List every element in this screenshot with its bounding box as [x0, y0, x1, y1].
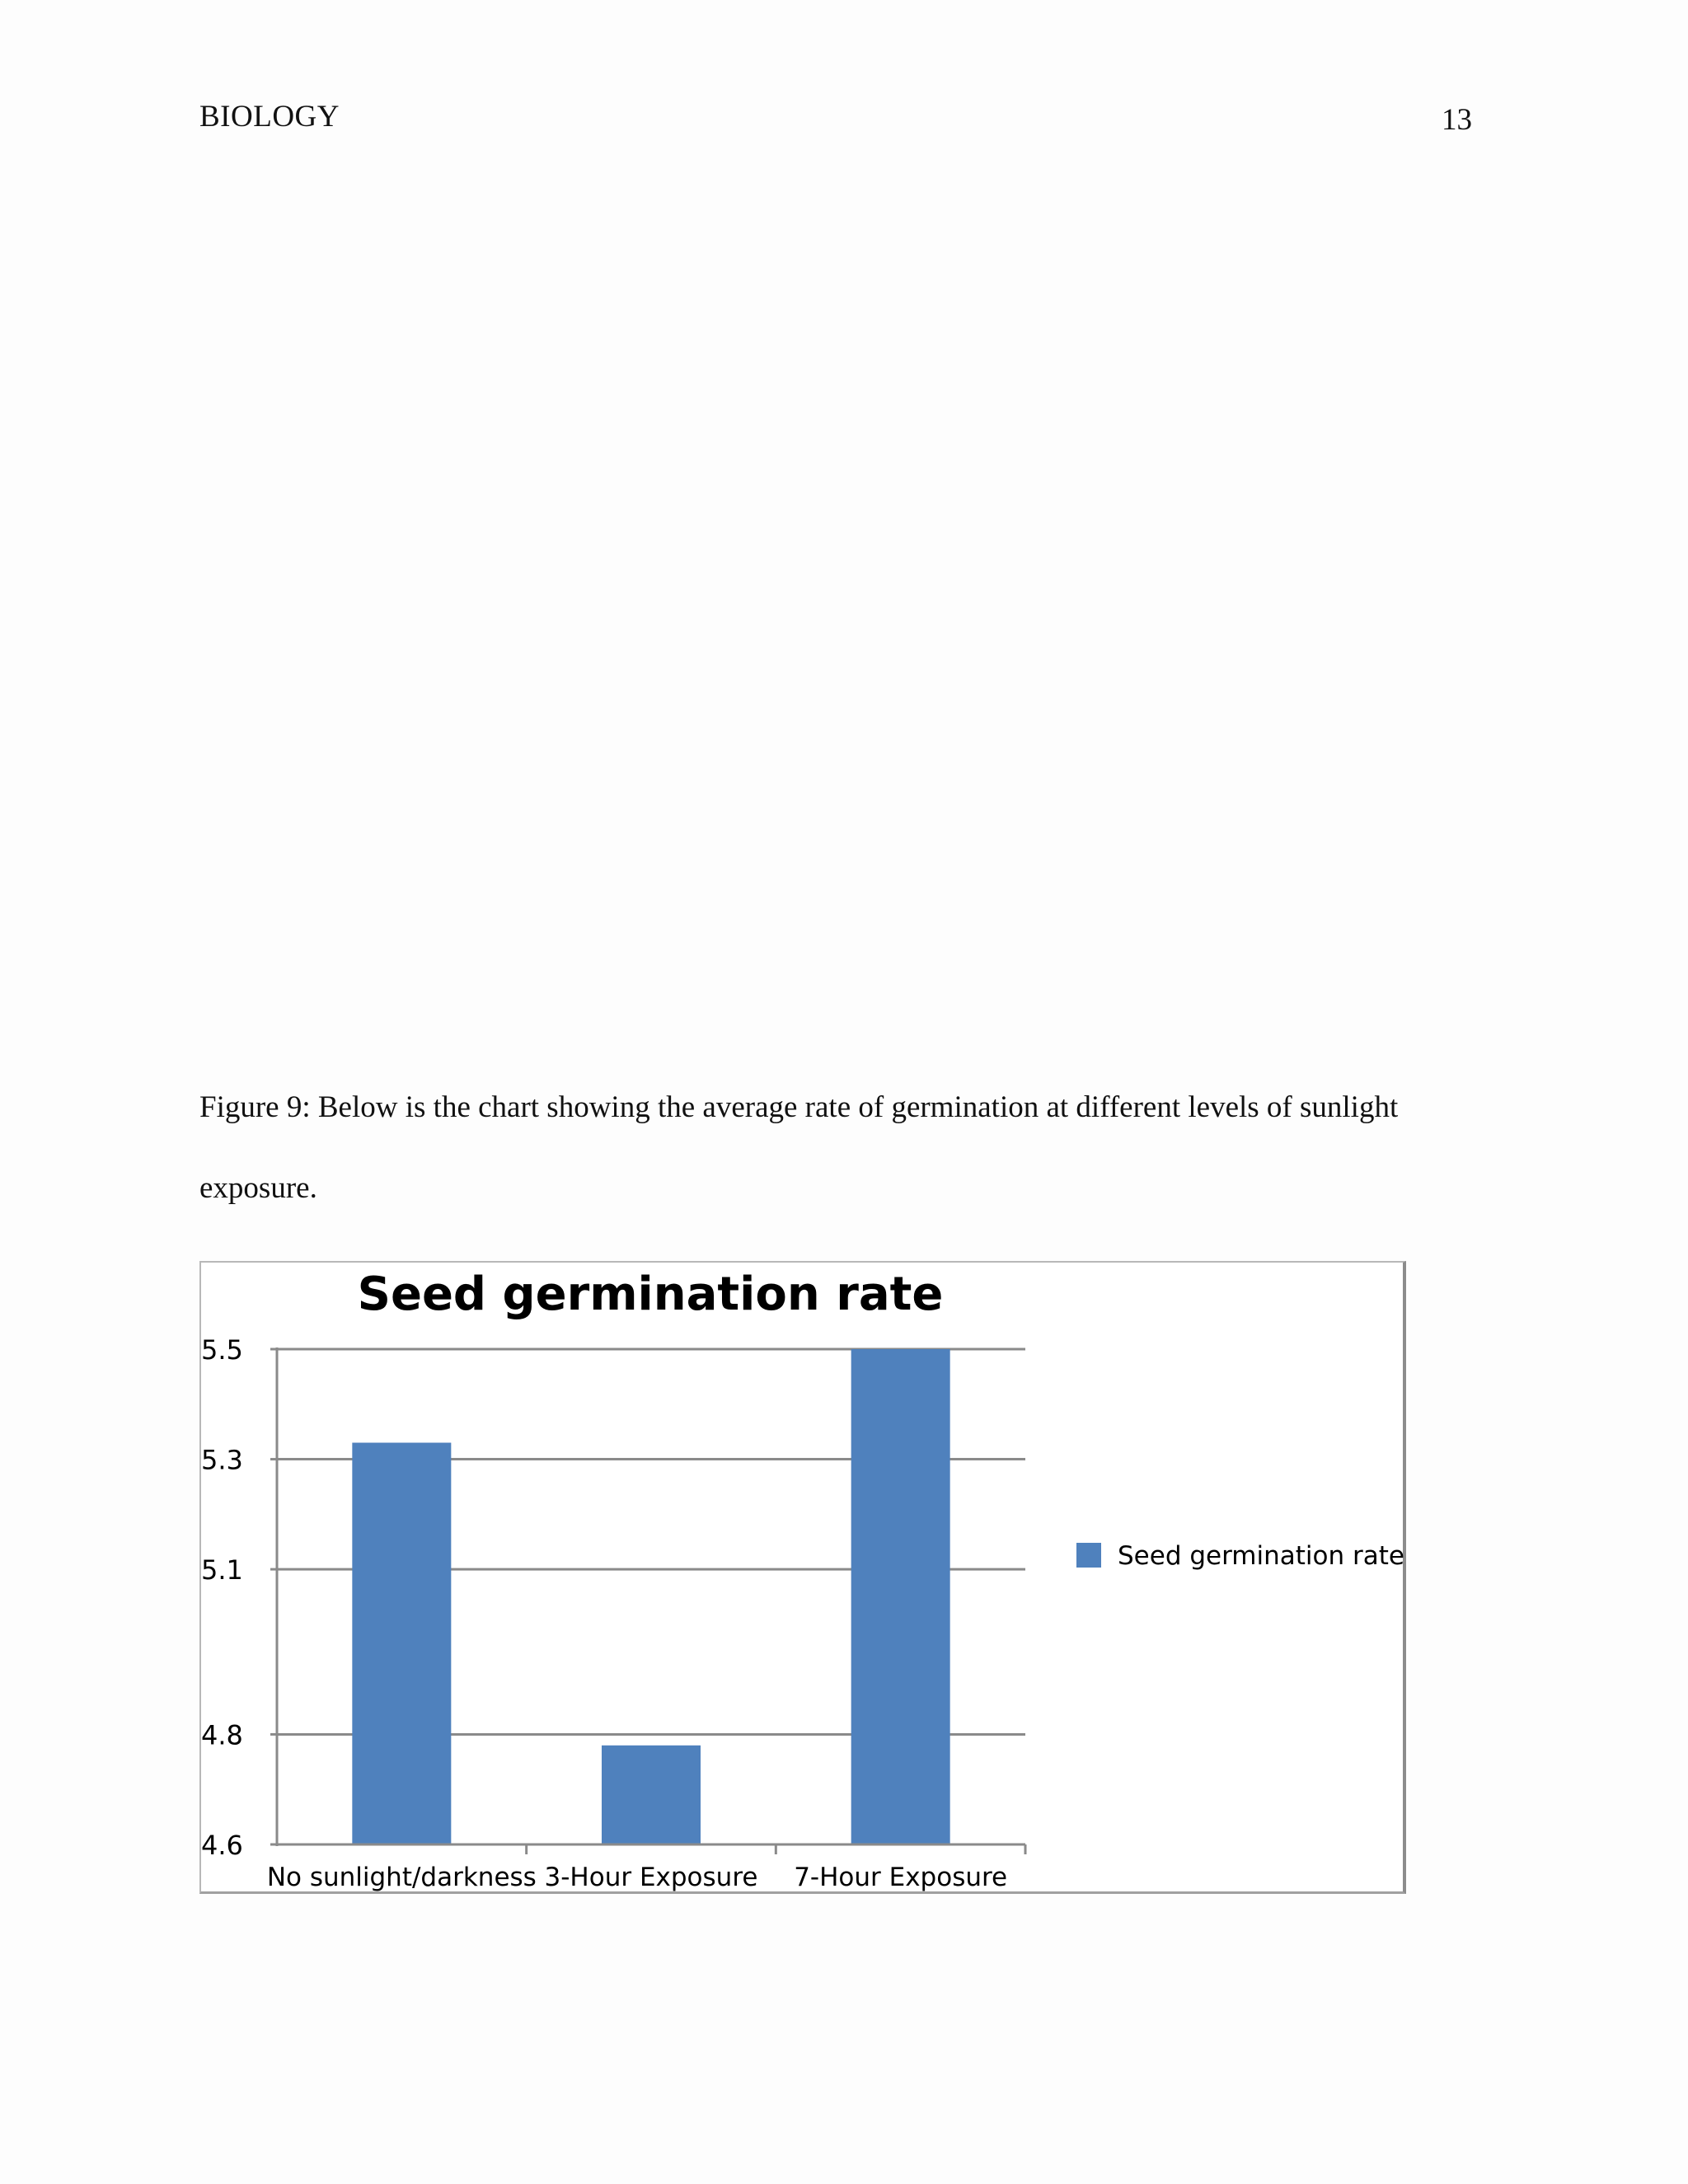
running-head: BIOLOGY — [199, 100, 340, 134]
x-tick-label: No sunlight/darkness — [266, 1863, 537, 1892]
bar — [851, 1349, 950, 1844]
x-tick-label: 3-Hour Exposure — [544, 1863, 758, 1892]
y-tick-label: 5.3 — [201, 1444, 243, 1476]
bar — [602, 1746, 701, 1844]
figure-caption: Figure 9: Below is the chart showing the average rate of germination at different levels of sunlight exposure. — [199, 1090, 1399, 1205]
y-tick-label: 4.8 — [201, 1719, 243, 1751]
x-tick-label: 7-Hour Exposure — [794, 1863, 1008, 1892]
bar — [352, 1443, 451, 1844]
legend-swatch — [1076, 1543, 1101, 1568]
bars — [352, 1349, 950, 1844]
x-tick-labels — [267, 1863, 1007, 1892]
page-number: 13 — [1442, 103, 1472, 137]
legend — [1076, 1541, 1404, 1571]
bar-chart — [201, 1263, 1404, 1892]
chart-title: Seed germination rate — [357, 1268, 944, 1321]
legend-label: Seed germination rate — [1118, 1541, 1404, 1571]
y-tick-labels — [201, 1334, 243, 1861]
y-tick-label: 5.5 — [201, 1334, 243, 1366]
y-tick-label: 4.6 — [201, 1830, 243, 1861]
y-tick-label: 5.1 — [201, 1554, 243, 1586]
chart-container — [199, 1261, 1406, 1894]
